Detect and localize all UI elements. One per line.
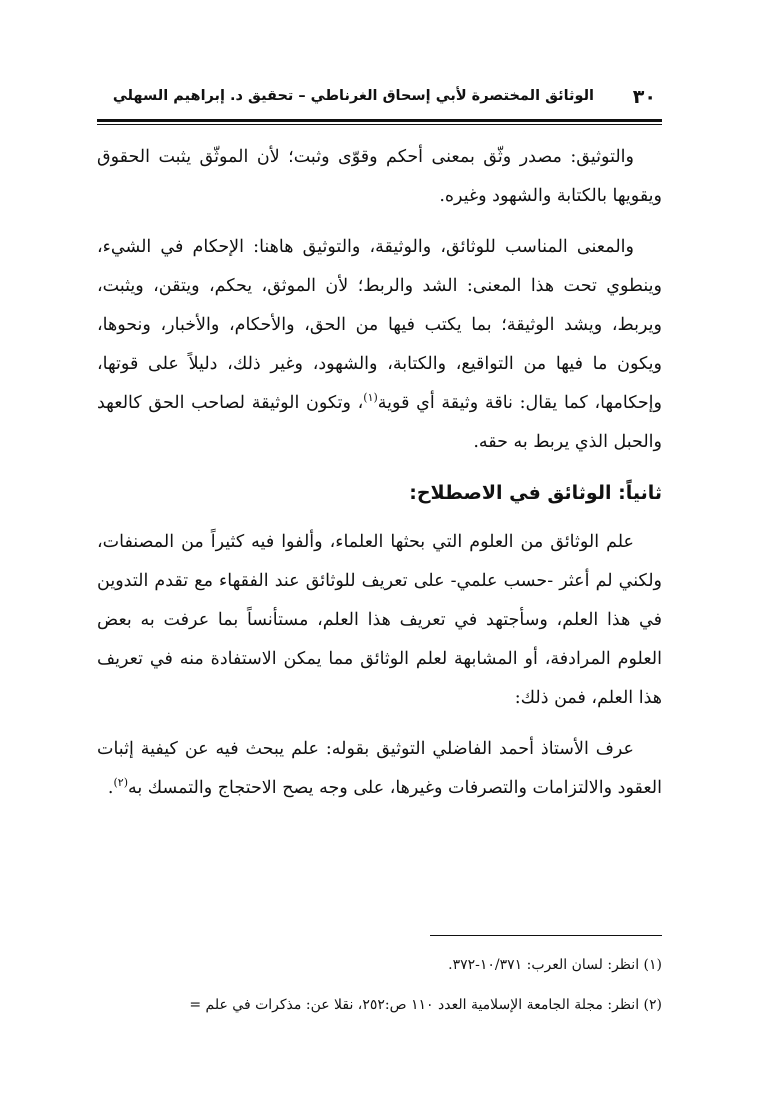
footnote-separator (430, 935, 662, 936)
header-rule-thin (97, 124, 662, 125)
paragraph-tawthiq-definition: والتوثيق: مصدر وثّق بمعنى أحكم وقوّى وثبت؛ لأن الموثّق يثبت الحقوق ويقويها بالكتابة والشهود وغيره. (97, 147, 662, 206)
page-header (97, 84, 662, 114)
paragraph-fadili-end: . (107, 778, 114, 798)
footnote-marker-2: (٢) (113, 776, 128, 790)
main-text (97, 138, 662, 820)
paragraph-science-of-documents: علم الوثائق من العلوم التي بحثها العلماء، وألفوا فيه كثيراً من المصنفات، ولكني لم أعثر -حسب علمي- على تعريف للوثائق عند الفقهاء مع تقدم التدوين في هذا العلم، وسأجتهد في تعريف هذا العلم، مستأنساً بما عرفت به بعض العلوم المرادفة، أو المشابهة لعلم الوثائق مما يمكن الاستفادة منه في تعريف هذا العلم، فمن ذلك: (97, 532, 662, 708)
header-rule-thick (97, 119, 662, 122)
footnote-marker-1: (١) (363, 391, 378, 405)
paragraph-meaning-continued: ، وتكون الوثيقة لصاحب الحق كالعهد والحبل الذي يربط به حقه. (97, 393, 662, 452)
paragraph-meaning-text: والمعنى المناسب للوثائق، والوثيقة، والتوثيق هاهنا: الإحكام في الشيء، وينطوي تحت هذا المعنى: الشد والربط؛ لأن الموثق، يحكم، ويتقن، ويثبت، ويربط، ويشد الوثيقة؛ بما يكتب فيها من الحق، والأحكام، والأخبار، ونحوها، ويكون ما فيها من التواقيع، والكتابة، والشهود، وغير ذلك، دليلاً على قوتها، وإحكامها، كما يقال: ناقة وثيقة أي قوية (97, 237, 663, 413)
paragraph-meaning (97, 228, 662, 462)
footnotes (97, 950, 662, 1030)
running-title: الوثائق المختصرة لأبي إسحاق الغرناطي – تحقيق د. إبراهيم السهلي (112, 88, 594, 104)
paragraph-fadili-definition (97, 730, 662, 808)
paragraph-fadili-text: عرف الأستاذ أحمد الفاضلي التوثيق بقوله: علم يبحث فيه عن كيفية إثبات العقود والالتزامات والتصرفات وغيرها، على وجه يصح الاحتجاج والتمسك به (97, 739, 662, 798)
footnote-1: (١) انظر: لسان العرب: ١٠/٣٧١-٣٧٢. (448, 957, 662, 973)
footnote-2: (٢) انظر: مجلة الجامعة الإسلامية العدد ١١٠ ص:٢٥٢، نقلا عن: مذكرات في علم = (189, 997, 662, 1013)
page-number: ٣٠ (632, 86, 656, 108)
section-heading: ثانياً: الوثائق في الاصطلاح: (409, 482, 662, 504)
